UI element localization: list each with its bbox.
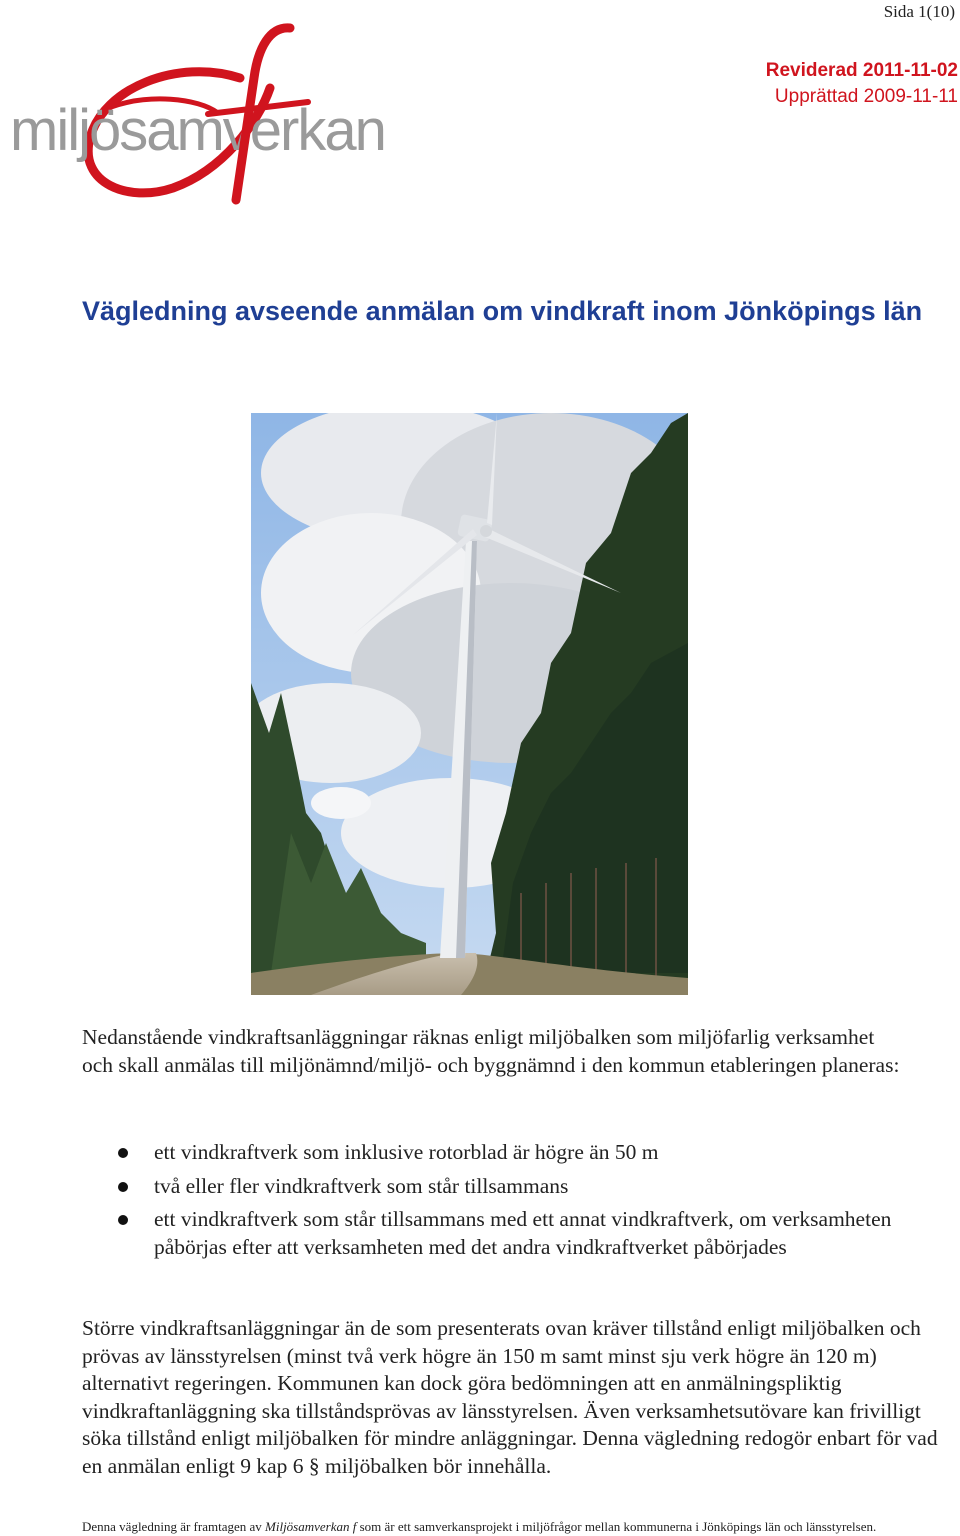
bullet-icon [118,1215,128,1225]
list-item-text: två eller fler vindkraftverk som står tillsammans [154,1173,569,1198]
list-item [0,1173,894,1201]
list-item [0,1206,894,1261]
document-title: Vägledning avseende anmälan om vindkraft inom Jönköpings län [82,296,923,326]
list-item-text: ett vindkraftverk som står tillsammans med ett annat vindkraftverk, om verksamheten påbörjas efter att verksamheten med det andra vindkraftverket påbörjades [154,1207,892,1259]
footer-text-start: Denna vägledning är framtagen av [82,1519,266,1534]
list-item-text: ett vindkraftverk som inklusive rotorblad är högre än 50 m [154,1140,659,1164]
footer-org-name: Miljösamverkan f [265,1519,357,1534]
revision-block [766,58,958,110]
revised-date: Reviderad 2011-11-02 [765,60,958,81]
miljosamverkan-logo [8,18,398,208]
created-date: Upprättad 2009-11-11 [774,86,958,107]
svg-text:miljösamverkan: miljösamverkan [10,98,385,163]
intro-paragraph: Nedanstående vindkraftsanläggningar räknas enligt miljöbalken som miljöfarlig verksamhet och skall anmälas till miljönämnd/miljö- och byggnämnd i den kommun etableringen planeras: [82,1025,900,1077]
footer-text-end: som är ett samverkansprojekt i miljöfrågor mellan kommunerna i Jönköpings län och länsstyrelsen. [356,1519,877,1534]
bullet-icon [118,1182,128,1192]
footer-note [82,1519,952,1535]
permit-paragraph: Större vindkraftsanläggningar än de som presenterats ovan kräver tillstånd enligt miljöbalken och prövas av länsstyrelsen (minst två verk högre än 150 m samt minst sju verk högre än 120 m) alternativt regeringen. Kommunen kan dock göra bedömningen att en anmälningspliktig vindkraftanläggning ska tillståndsprövas av länsstyrelsen. Även verksamhetsutövare kan frivilligt söka tillstånd enligt miljöbalken för mindre anläggningar. Denna vägledning redogör enbart för vad en anmälan enligt 9 kap 6 § miljöbalken bör innehålla. [82,1316,938,1478]
page-number: Sida 1(10) [883,2,955,21]
criteria-list [0,1139,960,1267]
wind-turbine-photo [251,413,688,995]
bullet-icon [118,1148,128,1158]
list-item [0,1139,894,1167]
